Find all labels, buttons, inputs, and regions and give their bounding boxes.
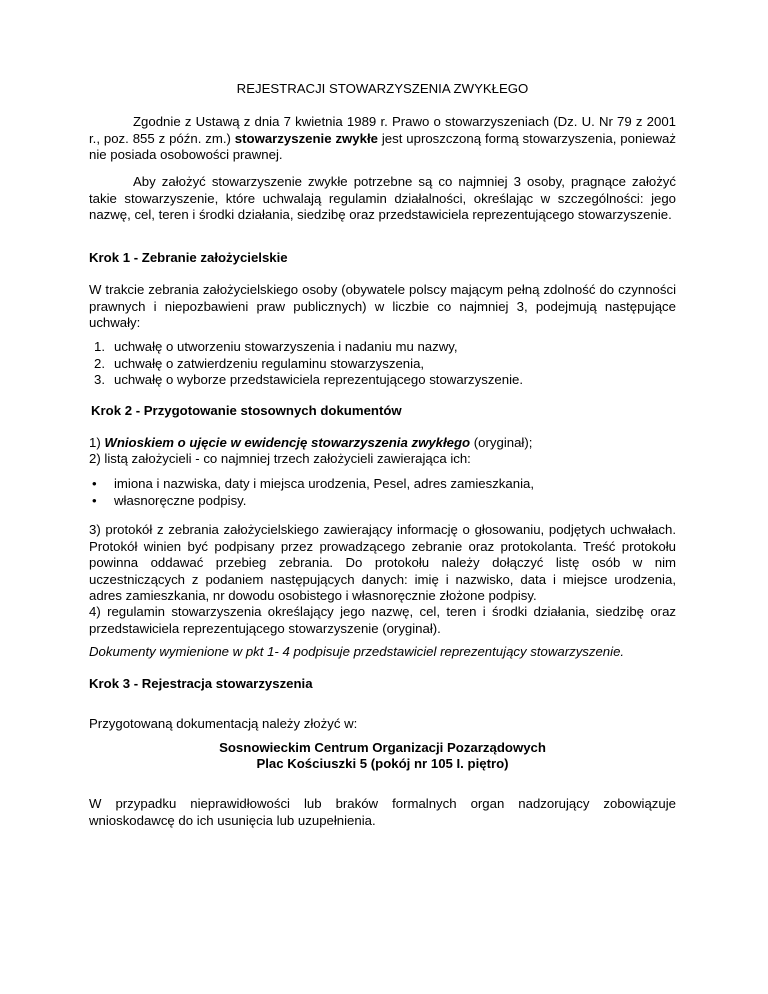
list-item — [89, 372, 676, 389]
application-form-title: Wnioskiem o ujęcie w ewidencję stowarzyszenia zwykłego — [104, 435, 471, 450]
list-text: imiona i nazwiska, daty i miejsca urodzenia, Pesel, adres zamieszkania, — [114, 476, 534, 491]
list-item — [89, 493, 676, 510]
list-text: uchwałę o utworzeniu stowarzyszenia i nadaniu mu nazwy, — [114, 339, 458, 354]
krok1-text: W trakcie zebrania założycielskiego osoby (obywatele polscy mającym pełną zdolność do czynności prawnych i niepozbawieni praw publicznych) w liczbie co najmniej 3, podejmują następujące uchwały: — [89, 282, 676, 330]
office-name: Sosnowieckim Centrum Organizacji Pozarządowych — [219, 740, 546, 755]
list-number: 1. — [94, 339, 105, 354]
krok1-resolutions-list — [89, 339, 676, 389]
krok2-item-1 — [89, 435, 676, 452]
list-text: własnoręczne podpisy. — [114, 492, 247, 508]
krok2-item-2: 2) listą założycieli - co najmniej trzech założycieli zawierająca ich: — [89, 451, 471, 466]
krok2-item-3: 3) protokół z zebrania założycielskiego zawierający informację o głosowaniu, podjętych uchwałach. Protokół winien być podpisany przez prowadzącego zebranie oraz protokolanta. Treść protokołu powinna oddawać przebieg zebrania. Do protokołu należy dołączyć listę osób w nim uczestniczących z podaniem następujących danych: imię i nazwisko, data i miejsce urodzenia, adres zamieszkania, nr dowodu osobistego i własnoręcznie złożone podpisy. — [89, 522, 676, 603]
intro-bold-term: stowarzyszenie zwykłe — [234, 130, 378, 146]
krok3-text: Przygotowaną dokumentacją należy złożyć w: — [89, 716, 358, 731]
list-text: uchwałę o wyborze przedstawiciela reprezentującego stowarzyszenie. — [114, 372, 524, 387]
intro-paragraph-2: Aby założyć stowarzyszenie zwykłe potrzebne są co najmniej 3 osoby, pragnące założyć takie stowarzyszenie, które uchwalają regulamin działalności, określając w szczególności: jego nazwę, cel, teren i środki działania, siedzibę oraz przedstawiciela reprezentującego stowarzyszenie. — [89, 174, 676, 222]
document-title: REJESTRACJI STOWARZYSZENIA ZWYKŁEGO — [236, 81, 529, 96]
krok2-note-wrap — [89, 644, 676, 661]
item-number: 1) — [89, 435, 105, 450]
list-item — [89, 356, 676, 373]
intro-text-1: Zgodnie z Ustawą z dnia 7 kwietnia 1989 r. Prawo o stowarzyszeniach (Dz. U. Nr 79 z 2001 r., poz. 855 z późn. zm.) — [89, 114, 676, 146]
list-number: 2. — [94, 355, 105, 371]
krok2-item-4: 4) regulamin stowarzyszenia określający jego nazwę, cel, teren i środki działania, siedzibę oraz przedstawiciela reprezentującego stowarzyszenie (oryginał). — [89, 604, 676, 636]
krok2-heading: Krok 2 - Przygotowanie stosownych dokumentów — [91, 403, 402, 418]
krok1-heading: Krok 1 - Zebranie założycielskie — [89, 250, 288, 265]
list-item — [89, 476, 676, 493]
bullet-icon: • — [92, 492, 97, 508]
founders-bullet-list — [89, 476, 676, 509]
list-item — [89, 339, 676, 356]
list-text: uchwałę o zatwierdzeniu regulaminu stowarzyszenia, — [114, 355, 425, 371]
krok3-final-paragraph: W przypadku nieprawidłowości lub braków formalnych organ nadzorujący zobowiązuje wnioskodawcę do ich usunięcia lub uzupełnienia. — [89, 796, 676, 828]
intro-paragraph-1 — [89, 114, 676, 164]
bullet-icon: • — [92, 476, 97, 491]
intro-text-2: jest uproszczoną formą stowarzyszenia, ponieważ nie posiada osobowości prawnej. — [89, 130, 676, 162]
list-number: 3. — [94, 372, 105, 387]
krok2-note: Dokumenty wymienione w pkt 1- 4 podpisuje przedstawiciel reprezentujący stowarzyszenie. — [89, 644, 625, 659]
item-suffix: (oryginał); — [470, 435, 533, 450]
office-address: Plac Kościuszki 5 (pokój nr 105 I. piętro) — [256, 756, 509, 771]
krok3-heading: Krok 3 - Rejestracja stowarzyszenia — [89, 676, 313, 691]
